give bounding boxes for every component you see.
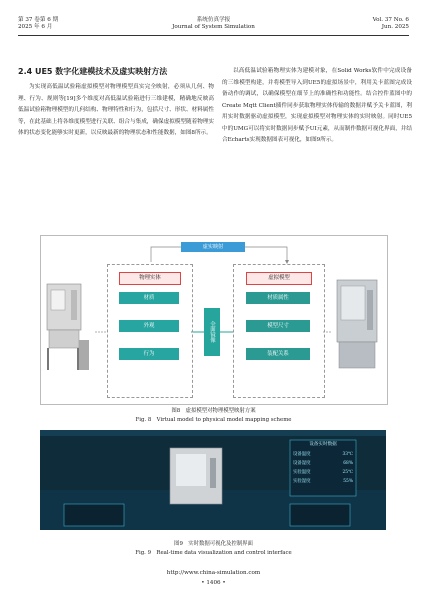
full-mirror-label: 全面镜像 — [204, 308, 220, 356]
left-cell-material: 材质 — [119, 292, 179, 304]
right-cell-material-attr: 材质属性 — [246, 292, 310, 304]
right-cell-assembly: 装配关系 — [246, 348, 310, 360]
right-column-paragraph: 以高低温试验箱物理实体为建模对象，在Solid Works软件中完成设备的三维模型构建，并将模型导入到UE5的虚拟场景中，利用关卡蓝图完成设备动作的调试，以确保模型在细节上的准确性和功能性。结合控件蓝图中的Create Mqtt Client插件同步获取物理实体传输的数据并赋予关卡蓝图，利用实时数据驱动虚拟模型，实现虚拟模型对物理实体的实时映射。同时UE5中的UMG可以将实时数据同步赋予UI元素，从而制作数据可视化界面，并结合Echarts实现数据图表可视化，如图9所示。 — [222, 68, 412, 143]
virtual-model-header: 虚拟模型 — [246, 272, 312, 285]
figure-9-caption-en: Fig. 9 Real-time data visualization and control interface — [135, 550, 292, 556]
publish-date-en: Jun. 2025 — [381, 24, 409, 30]
realtime-panel-title: 设备实时数据 — [309, 442, 337, 447]
volume-issue: 第 37 卷第 6 期 — [18, 17, 59, 23]
footer-url: http://www.china-simulation.com — [166, 570, 261, 576]
left-column-paragraph: 为实现高低温试验箱虚拟模型对物理模型真实完全映射，必须从几何、物理、行为、规则等[19]多个维度对高低温试验箱进行三维建模，精确地反映高低温试验箱物理模型的几何结构、物理特性和行为，包括尺寸、形状、材料属性等，在此基础上将各维度模型进行关联、组合与集成，确保虚拟模型随着物理实体的状态变化能够实时更新，以反映最新的物理状态和性能数据，如图8所示。 — [18, 84, 214, 136]
realtime-row: 实验温度 25℃ — [293, 470, 353, 475]
figure-8-caption-en: Fig. 8 Virtual model to physical model mapping scheme — [135, 417, 292, 423]
header-center — [0, 17, 427, 31]
publish-date: 2025 年 6 月 — [18, 24, 53, 30]
realtime-row: 设备温度 33℃ — [293, 452, 353, 457]
mapping-label: 虚实映射 — [181, 242, 245, 252]
realtime-row: 设备湿度 68% — [293, 461, 353, 466]
physical-entity-header: 物理实体 — [119, 272, 181, 285]
header-right — [373, 17, 409, 31]
realtime-row: 实验湿度 55% — [293, 479, 353, 484]
figure-8-caption-cn: 图8 虚拟模型对物理模型映射方案 — [171, 408, 256, 414]
volume-issue-en: Vol. 37 No. 6 — [372, 17, 409, 23]
header-rule — [18, 35, 409, 36]
virtual-chamber-image — [329, 236, 387, 412]
left-cell-behavior: 行为 — [119, 348, 179, 360]
figure-8 — [40, 235, 388, 405]
realtime-panel-rows — [293, 450, 353, 486]
journal-name-en: Journal of System Simulation — [172, 24, 255, 30]
figure-9-caption-cn: 图9 实时数据可视化及控制界面 — [174, 541, 253, 547]
journal-name-cn: 系统仿真学报 — [196, 17, 231, 23]
page-number: • 1406 • — [201, 580, 226, 586]
page-header — [0, 0, 427, 40]
left-cell-appearance: 外观 — [119, 320, 179, 332]
right-cell-model-size: 模型尺寸 — [246, 320, 310, 332]
section-title: 2.4 UE5 数字化建模技术及虚实映射方法 — [18, 67, 168, 76]
